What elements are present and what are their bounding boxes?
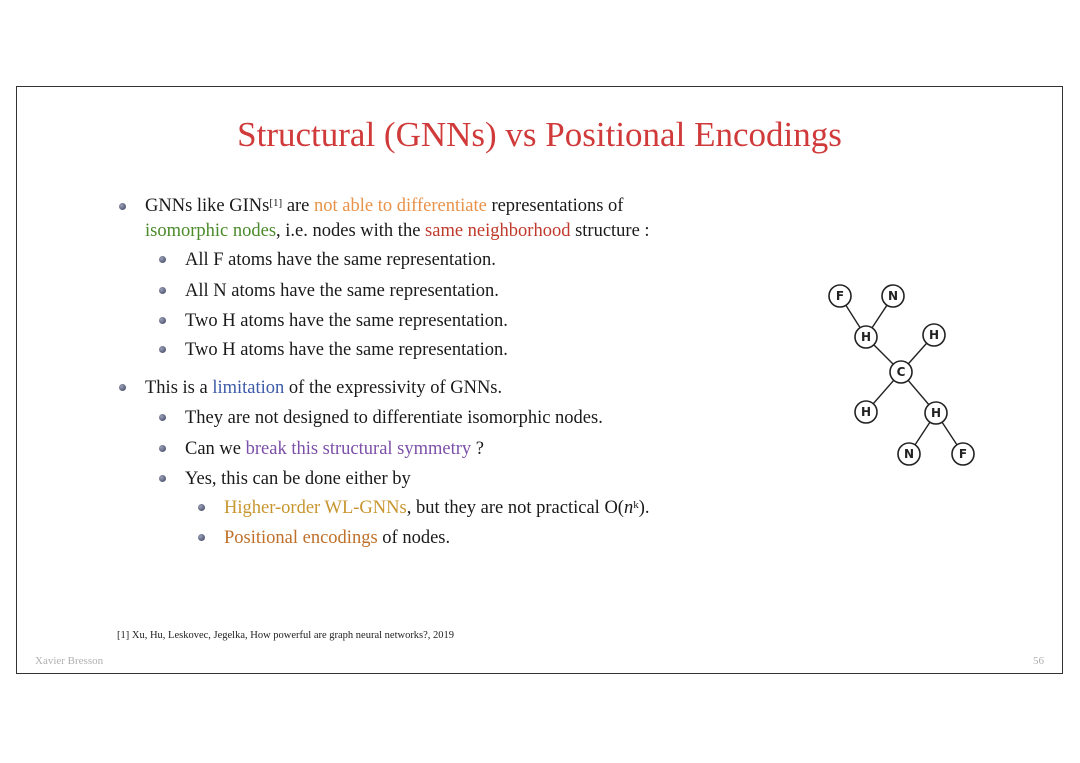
text: of nodes. — [377, 528, 451, 548]
atom-label: H — [928, 328, 940, 342]
text: Can we — [185, 439, 246, 459]
sub-bullet-h-atoms-2: Two H atoms have the same representation. — [185, 340, 508, 360]
atom-label: H — [860, 405, 872, 419]
atom-label: F — [835, 289, 845, 303]
text: of the expressivity of GNNs. — [284, 378, 503, 398]
highlight-limitation: limitation — [212, 378, 285, 398]
atom-label: H — [860, 330, 872, 344]
highlight-not-able: not able to differentiate — [314, 196, 487, 216]
subsub-bullet-dot — [198, 534, 205, 541]
sub-bullet-f-atoms: All F atoms have the same representation. — [185, 250, 496, 270]
sub-bullet-n-atoms: All N atoms have the same representation. — [185, 281, 499, 301]
atom-label: F — [958, 447, 968, 461]
text: , i.e. nodes with the — [276, 221, 426, 241]
sub-bullet-break-symmetry — [185, 437, 484, 461]
subsub-bullet-higher-order — [224, 496, 650, 520]
atom-label: H — [930, 406, 942, 420]
footnote: [1] Xu, Hu, Leskovec, Jegelka, How powerful are graph neural networks?, 2019 — [117, 630, 455, 641]
bullet-1-line-1 — [145, 194, 623, 218]
atom-label: N — [887, 289, 899, 303]
text: ). — [638, 498, 650, 518]
sub-bullet-dot — [159, 256, 166, 263]
bullet-dot — [119, 203, 126, 210]
text: GNNs like GINs — [145, 196, 270, 216]
sub-bullet-dot — [159, 317, 166, 324]
subsub-bullet-positional — [224, 526, 450, 550]
sub-bullet-dot — [159, 287, 166, 294]
highlight-isomorphic-nodes: isomorphic nodes — [145, 221, 277, 241]
bullet-1-line-2 — [145, 219, 650, 243]
molecule-graph — [812, 277, 992, 477]
math-k: k — [633, 499, 639, 511]
text: are — [282, 196, 315, 216]
sub-bullet-dot — [159, 414, 166, 421]
subsub-bullet-dot — [198, 504, 205, 511]
slide-title: Structural (GNNs) vs Positional Encodings — [237, 115, 842, 154]
text: , but they are not practical O( — [406, 498, 624, 518]
text: This is a — [145, 378, 213, 398]
text: representations of — [486, 196, 624, 216]
sub-bullet-not-designed: They are not designed to differentiate isomorphic nodes. — [185, 408, 603, 428]
author-footer: Xavier Bresson — [35, 655, 104, 667]
text: ? — [471, 439, 485, 459]
sub-bullet-dot — [159, 445, 166, 452]
slide — [16, 86, 1063, 674]
highlight-break-symmetry: break this structural symmetry — [245, 439, 472, 459]
sub-bullet-dot — [159, 346, 166, 353]
atom-label: N — [903, 447, 915, 461]
sub-bullet-dot — [159, 475, 166, 482]
bullet-dot — [119, 384, 126, 391]
sub-bullet-yes: Yes, this can be done either by — [185, 469, 411, 489]
text: structure : — [570, 221, 650, 241]
highlight-positional-encodings: Positional encodings — [224, 528, 378, 548]
citation-ref: [1] — [269, 197, 283, 209]
highlight-same-neighborhood: same neighborhood — [425, 221, 571, 241]
atom-label: C — [896, 365, 906, 379]
math-n: n — [623, 498, 634, 518]
sub-bullet-h-atoms-1: Two H atoms have the same representation. — [185, 311, 508, 331]
page-number: 56 — [1033, 655, 1044, 667]
highlight-higher-order: Higher-order WL-GNNs — [224, 498, 407, 518]
bullet-2-line — [145, 376, 502, 400]
